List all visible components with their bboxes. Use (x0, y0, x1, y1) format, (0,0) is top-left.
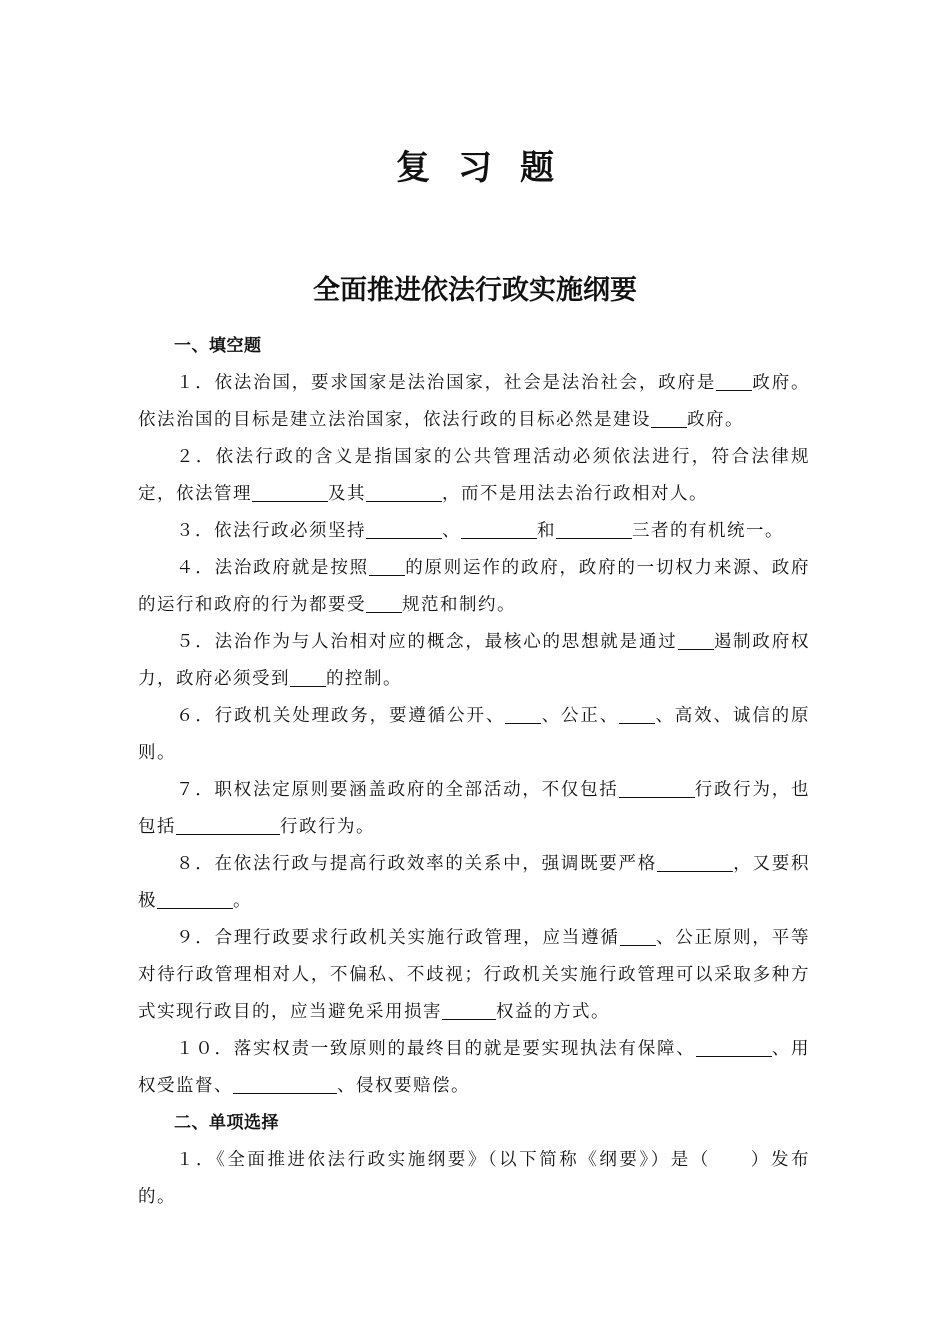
answer-blank[interactable] (442, 1002, 496, 1021)
question-8: ８．在依法行政与提高行政效率的关系中，强调既要严格 ，又要积极 。 (138, 854, 811, 911)
answer-blank[interactable] (678, 632, 714, 651)
question-7: ７．职权法定原则要涵盖政府的全部活动，不仅包括 行政行为，也包括 行政行为。 (138, 780, 811, 837)
question-1: １．依法治国，要求国家是法治国家，社会是法治社会，政府是 政府。依法治国的目标是建立法治国家，依法行政的目标必然是建设 政府。 (138, 373, 811, 430)
page-title (0, 140, 950, 189)
answer-blank[interactable] (556, 521, 632, 540)
question-10: １０．落实权责一致原则的最终目的就是要实现执法有保障、 、用权受监督、 、侵权要赔偿。 (138, 1039, 810, 1096)
answer-blank[interactable] (619, 706, 655, 725)
answer-blank[interactable] (696, 1039, 772, 1058)
question-4: ４．法治政府就是按照 的原则运作的政府，政府的一切权力来源、政府的运行和政府的行为都要受 规范和制约。 (138, 558, 811, 615)
answer-blank[interactable] (366, 484, 442, 503)
answer-blank[interactable] (176, 817, 280, 836)
answer-blank[interactable] (366, 521, 442, 540)
document-subtitle: 全面推进依法行政实施纲要 (313, 275, 637, 306)
answer-blank[interactable] (252, 484, 328, 503)
question-6: ６．行政机关处理政务，要遵循公开、 、公正、 、高效、诚信的原则。 (138, 706, 811, 763)
section-heading-single-choice: 二、单项选择 (174, 1113, 279, 1133)
question-5: ５．法治作为与人治相对应的概念，最核心的思想就是通过 遏制政府权力，政府必须受到 的控制。 (138, 632, 810, 689)
title-char: 题 (520, 148, 554, 188)
answer-blank[interactable] (233, 1076, 337, 1095)
answer-blank[interactable] (157, 891, 233, 910)
answer-blank[interactable] (619, 780, 695, 799)
question-3: ３．依法行政必须坚持 、 和 三者的有机统一。 (176, 521, 784, 541)
answer-blank[interactable] (620, 928, 656, 947)
answer-blank[interactable] (657, 854, 733, 873)
answer-blank[interactable] (505, 706, 541, 725)
answer-blank[interactable] (461, 521, 537, 540)
section-heading-fill-in: 一、填空题 (174, 336, 262, 356)
choice-question-1: １．《全面推进依法行政实施纲要》（以下简称《纲要》）是（ ）发布的。 (138, 1150, 810, 1207)
title-char: 习 (458, 148, 492, 188)
answer-blank[interactable] (366, 595, 402, 614)
title-char: 复 (396, 148, 430, 188)
answer-blank[interactable] (290, 669, 326, 688)
answer-blank[interactable] (651, 410, 687, 429)
answer-blank[interactable] (716, 373, 752, 392)
question-2: ２．依法行政的含义是指国家的公共管理活动必须依法进行，符合法律规定，依法管理 及其 ，而不是用法去治行政相对人。 (138, 447, 810, 504)
answer-blank[interactable] (369, 558, 405, 577)
question-9: ９．合理行政要求行政机关实施行政管理，应当遵循 、公正原则，平等对待行政管理相对人，不偏私、不歧视；行政机关实施行政管理可以采取多种方式实现行政目的，应当避免采用损害 权益的方式。 (138, 928, 811, 1022)
document-body (138, 328, 810, 1216)
